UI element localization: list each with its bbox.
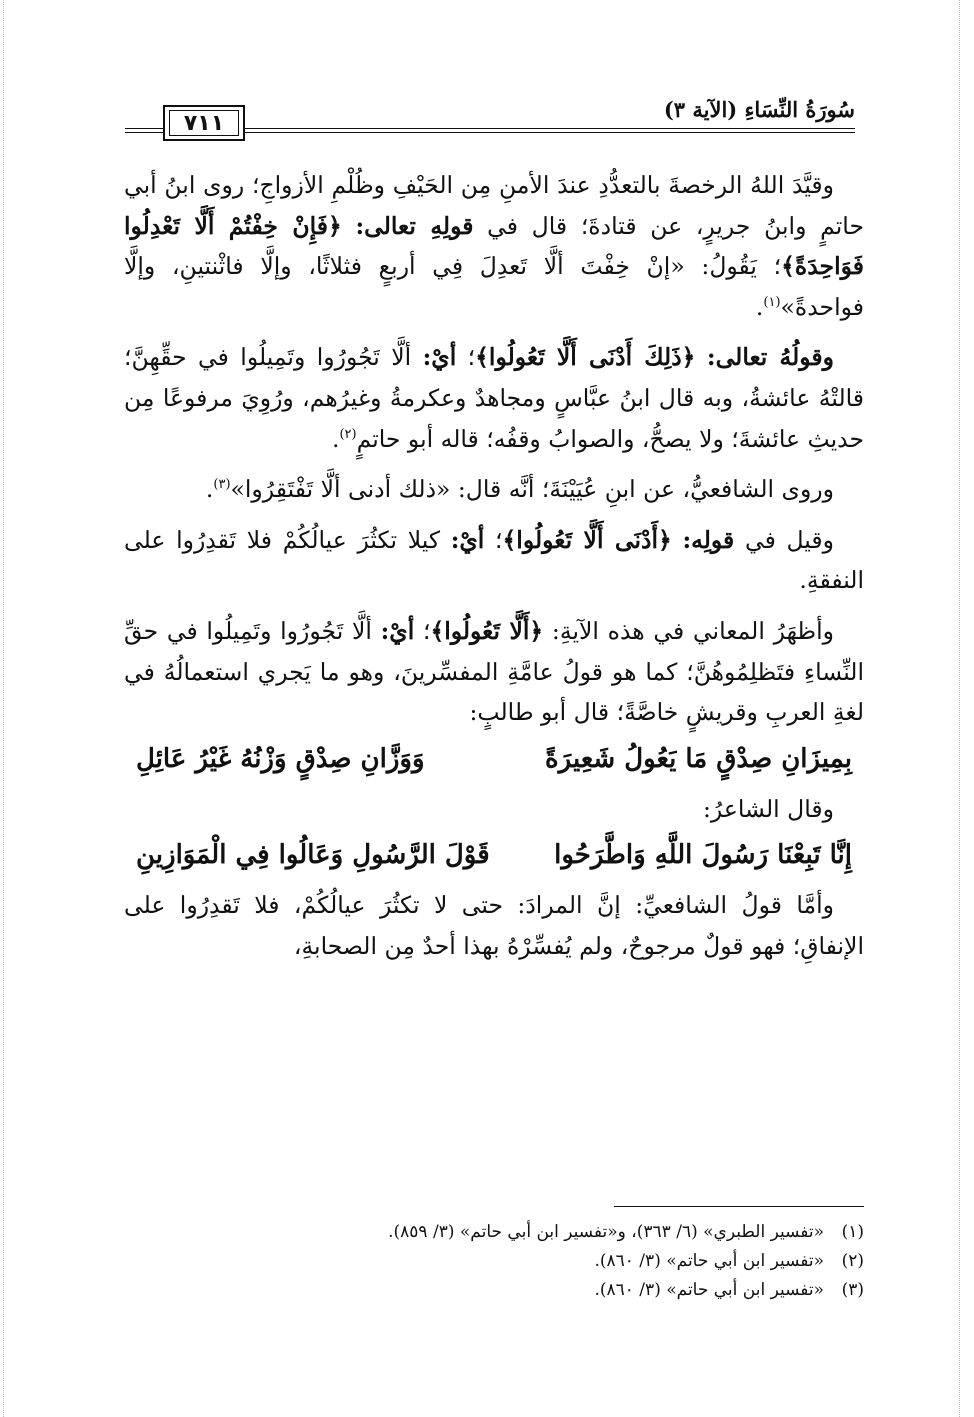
scan-edge-left xyxy=(3,0,4,1417)
paragraph xyxy=(124,337,864,459)
page-header xyxy=(125,95,855,155)
text-run: كيلا تكثُرَ عيالُكُمْ فلا تَقدِرُوا على النفقةِ. xyxy=(124,525,864,595)
footnote-ref: (١) xyxy=(763,294,781,310)
bold-text: أيْ: xyxy=(380,616,415,645)
paragraph xyxy=(124,469,864,510)
main-text xyxy=(124,165,864,977)
page-number-frame xyxy=(163,105,245,141)
verse-first-hemistich: إِنَّا تَبِعْنَا رَسُولَ اللَّهِ وَاطَّرَحُوا xyxy=(554,840,852,871)
text-run: وروى الشافعيُّ، عن ابنِ عُيَيْنَةَ؛ أنَّه قال: «ذلك أدنى ألَّا تَفْتَقِرُوا» xyxy=(230,475,834,504)
poem-verse-2 xyxy=(136,833,852,877)
bold-text: ﴿ذَلِكَ أَدْنَى أَلَّا تَعُولُوا﴾ xyxy=(475,343,696,372)
page-number: ٧١١ xyxy=(169,110,239,136)
text-run: ؛ يَقُولُ: «إنْ خِفْتَ ألَّا تَعدِلَ فِي أربعٍ فثلاثًا، وإلَّا فاثْنتينِ، وإلَّا فواحدةً» xyxy=(124,252,864,321)
bold-text: أيْ: xyxy=(422,343,457,372)
bold-text: ﴿أَلَّا تَعُولُوا﴾ xyxy=(430,616,544,645)
verse-second-hemistich: قَوْلَ الرَّسُولِ وَعَالُوا فِي الْمَوَازِينِ xyxy=(136,840,490,871)
paragraph xyxy=(124,165,864,327)
text-run: ألَّا تَجُورُوا وتَمِيلُوا في حقِّ النِّساءِ فتَظلِمُوهُنَّ؛ كما هو قولُ عامَّةِ المفسِّرينَ، وهو ما يَجري استعمالُهُ في لغةِ العربِ وقريشٍ خاصَّةً؛ قال أبو طالبٍ: xyxy=(124,616,864,727)
text-run: . xyxy=(755,292,764,321)
paragraph xyxy=(124,520,864,601)
text-run: . xyxy=(205,475,214,504)
text-run xyxy=(672,526,683,554)
text-run: ؛ xyxy=(484,525,503,554)
bold-text: قولِه: xyxy=(682,525,735,554)
footnote-text: «تفسير ابن أبي حاتم» (٣/ ٨٦٠). xyxy=(594,1280,824,1300)
text-run: وأظهَرُ المعاني في هذه الآيةِ: xyxy=(543,616,834,645)
paragraph xyxy=(124,611,864,733)
text-run: وقيل في xyxy=(734,525,834,554)
poem-verse-1 xyxy=(136,737,852,781)
footnotes xyxy=(124,1218,864,1305)
footnote xyxy=(124,1247,864,1276)
footnote-number: (٣) xyxy=(841,1280,864,1300)
footnote-number: (١) xyxy=(841,1222,864,1242)
text-run: . xyxy=(331,424,340,453)
footnote-text: «تفسير الطبري» (٦/ ٣٦٣)، و«تفسير ابن أبي حاتم» (٣/ ٨٥٩). xyxy=(388,1222,824,1242)
text-run xyxy=(695,343,706,371)
footnote-ref: (٣) xyxy=(213,477,231,493)
bold-text: وقولُهُ تعالى: xyxy=(706,343,834,372)
footnote xyxy=(124,1276,864,1305)
footnote-ref: (٢) xyxy=(339,426,357,442)
text-run: وقيَّدَ اللهُ الرخصةَ بالتعدُّدِ عندَ الأمنِ مِن الحَيْفِ وظُلْمِ الأزواجِ؛ روى ابنُ أبي حاتمٍ وابنُ جريرٍ، عن قتادةَ؛ قال في xyxy=(124,171,864,240)
bold-text: أيْ: xyxy=(450,525,485,554)
footnote-text: «تفسير ابن أبي حاتم» (٣/ ٨٦٠). xyxy=(594,1251,824,1271)
bold-text: ﴿فَإِنْ خِفْتُمْ أَلَّا تَعْدِلُوا فَوَاحِدَةً﴾ xyxy=(124,211,864,281)
text-run: ألَّا تَجُورُوا وتَمِيلُوا في حقِّهِنَّ؛ قالتْهُ عائشةُ، وبه قال ابنُ عبَّاسٍ ومجاهدٌ وعكرمةُ وغيرُهم، ورُوِيَ مرفوعًا مِن حديثِ عائشةَ؛ ولا يصحُّ، والصوابُ وقفُه؛ قاله أبو حاتمٍ xyxy=(124,343,864,453)
verse-first-hemistich: بِمِيزَانِ صِدْقٍ مَا يَعُولُ شَعِيرَةً xyxy=(545,743,852,774)
poet-intro: وقال الشاعرُ: xyxy=(702,794,834,823)
footnote-separator xyxy=(614,1206,864,1207)
text-run: ؛ xyxy=(414,616,431,645)
bold-text: ﴿أَدْنَى أَلَّا تَعُولُوا﴾ xyxy=(502,525,672,554)
surah-title: سُورَةُ النِّسَاءِ (الآية ٣) xyxy=(656,95,855,125)
text-run: ؛ xyxy=(456,343,476,372)
scan-edge-right xyxy=(959,0,960,1417)
footnote-number: (٢) xyxy=(841,1251,864,1271)
verse-second-hemistich: وَوَزَّانِ صِدْقٍ وَزْنُهُ غَيْرُ عَائِلِ xyxy=(136,743,425,774)
bold-text: قولِهِ تعالى: xyxy=(355,211,474,240)
text-run xyxy=(342,212,356,240)
footnote xyxy=(124,1218,864,1247)
paragraph-last: وأمَّا قولُ الشافعيِّ: إنَّ المرادَ: حتى لا تكثُرَ عيالُكُمْ، فلا تَقدِرُوا على الإنفاقِ؛ فهو قولٌ مرجوحٌ، ولم يُفسِّرْهُ بهذا أحدٌ مِن الصحابةِ، xyxy=(124,891,864,960)
